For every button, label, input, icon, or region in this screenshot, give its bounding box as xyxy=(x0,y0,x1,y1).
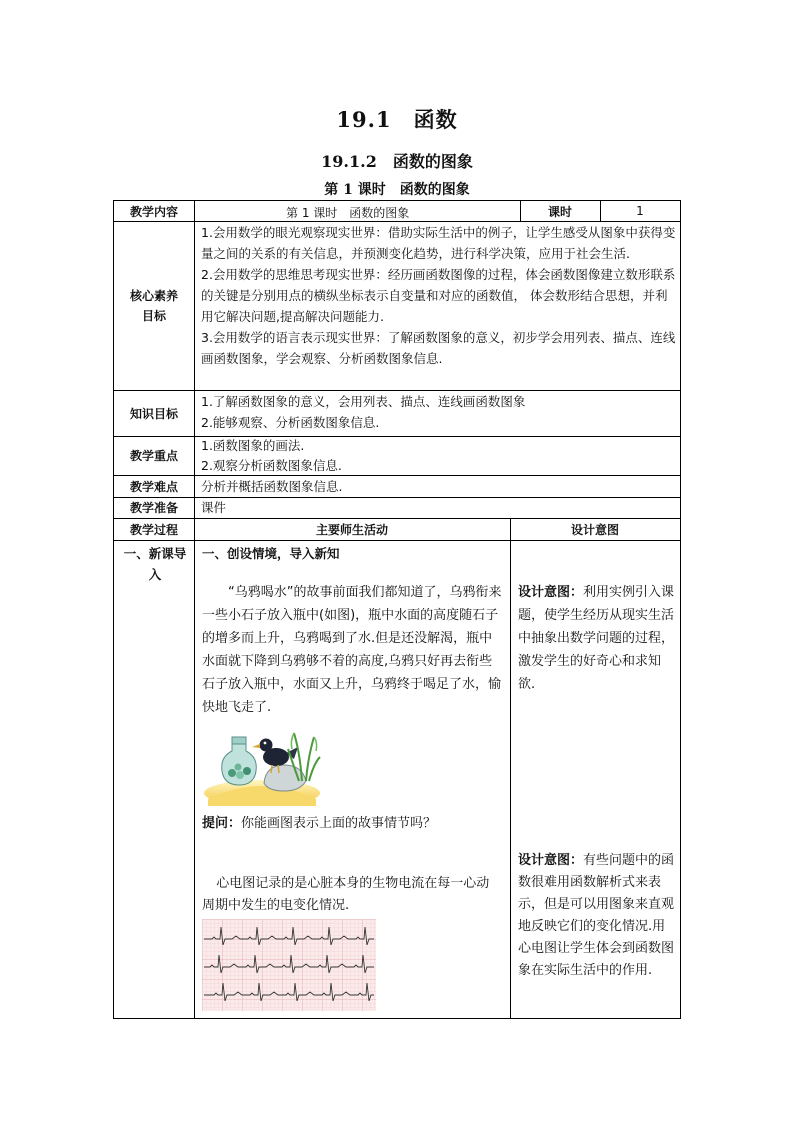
question-line xyxy=(202,814,502,834)
label-core-goals-line2: 目标 xyxy=(141,308,166,323)
label-core-goals xyxy=(114,221,194,390)
core-goals-list xyxy=(201,222,677,390)
label-difficulty: 教学难点 xyxy=(129,479,178,494)
design-intent-1 xyxy=(518,581,678,696)
teaching-content-value: 第 1 课时 函数的图象 xyxy=(286,206,410,220)
page-title: 19.1 函数 xyxy=(336,107,458,132)
header-process: 教学过程 xyxy=(129,522,178,537)
design-intent-2-label: 设计意图： xyxy=(518,853,584,868)
design-intent-2 xyxy=(518,850,678,982)
design-intent-2-text: 有些问题中的函数很难用函数解析式来表示，但是可以用图象来直观地反映它们的变化情况.用心电图让学生体会到函数图象在实际生活中的作用. xyxy=(518,853,675,978)
key-points-list xyxy=(201,435,677,475)
knowledge-goal-item: 2.能够观察、分析函数图象信息. xyxy=(201,415,380,430)
label-knowledge-goals: 知识目标 xyxy=(129,406,178,421)
design-intent-1-text: 利用实例引入课题，使学生经历从现实生活中抽象出数学问题的过程，激发学生的好奇心和求知欲. xyxy=(518,585,675,692)
difficulty-value: 分析并概括函数图象信息. xyxy=(201,479,343,494)
label-core-goals-line1: 核心素养 xyxy=(129,288,178,303)
ecg-chart-image xyxy=(202,919,376,1011)
preparation-value: 课件 xyxy=(201,500,227,515)
core-goal-item: 2.会用数学的思维思考现实世界：经历画函数图像的过程，体会函数图像建立数形联系的关键是分别用点的横纵坐标表示自变量和对应的函数值， 体会数形结合思想，并利用它解决问题,提高解决问题能力. xyxy=(201,267,676,324)
hours-value: 1 xyxy=(636,204,644,218)
header-activities: 主要师生活动 xyxy=(315,522,388,537)
label-teaching-content: 教学内容 xyxy=(129,204,178,219)
section-title: 19.1.2 函数的图象 xyxy=(321,152,473,171)
lesson-plan-table xyxy=(113,200,681,1019)
label-preparation: 教学准备 xyxy=(129,501,178,515)
label-hours: 课时 xyxy=(547,204,572,219)
key-point-item: 1.函数图象的画法. xyxy=(201,438,305,453)
label-key-points: 教学重点 xyxy=(129,449,178,463)
core-goal-item: 3.会用数学的语言表示现实世界：了解函数图象的意义，初步学会用列表、描点、连线画函数图象，学会观察、分析函数图象信息. xyxy=(201,330,676,366)
knowledge-goal-item: 1.了解函数图象的意义，会用列表、描点、连线画函数图象 xyxy=(201,394,526,409)
activity-section-title: 一、创设情境，导入新知 xyxy=(202,546,340,561)
key-point-item: 2.观察分析函数图象信息. xyxy=(201,458,342,473)
crow-story-text: “乌鸦喝水”的故事前面我们都知道了，乌鸦衔来一些小石子放入瓶中(如图)，瓶中水面的高度随石子的增多而上升，乌鸦喝到了水.但是还没解渴，瓶中水面就下降到乌鸦够不着的高度,乌鸦只好再去衔些石子放入瓶中，水面又上升，乌鸦终于喝足了水，愉快地飞走了. xyxy=(202,585,502,715)
design-intent-1-label: 设计意图： xyxy=(518,585,584,600)
lesson-title: 第 1 课时 函数的图象 xyxy=(324,182,470,198)
knowledge-goals-list xyxy=(201,391,677,436)
crow-drinking-water-illustration xyxy=(202,713,322,806)
question-text: 你能画图表示上面的故事情节吗？ xyxy=(241,816,437,831)
question-label: 提问： xyxy=(202,816,242,831)
core-goal-item: 1.会用数学的眼光观察现实世界：借助实际生活中的例子，让学生感受从图象中获得变量之间的关系的有关信息，并预测变化趋势，进行科学决策，应用于社会生活. xyxy=(201,225,676,261)
header-intent: 设计意图 xyxy=(570,522,619,537)
ecg-text: 心电图记录的是心脏本身的生物电流在每一心动周期中发生的电变化情况. xyxy=(202,876,490,913)
stage-label: 一、新课导入 xyxy=(123,546,187,582)
